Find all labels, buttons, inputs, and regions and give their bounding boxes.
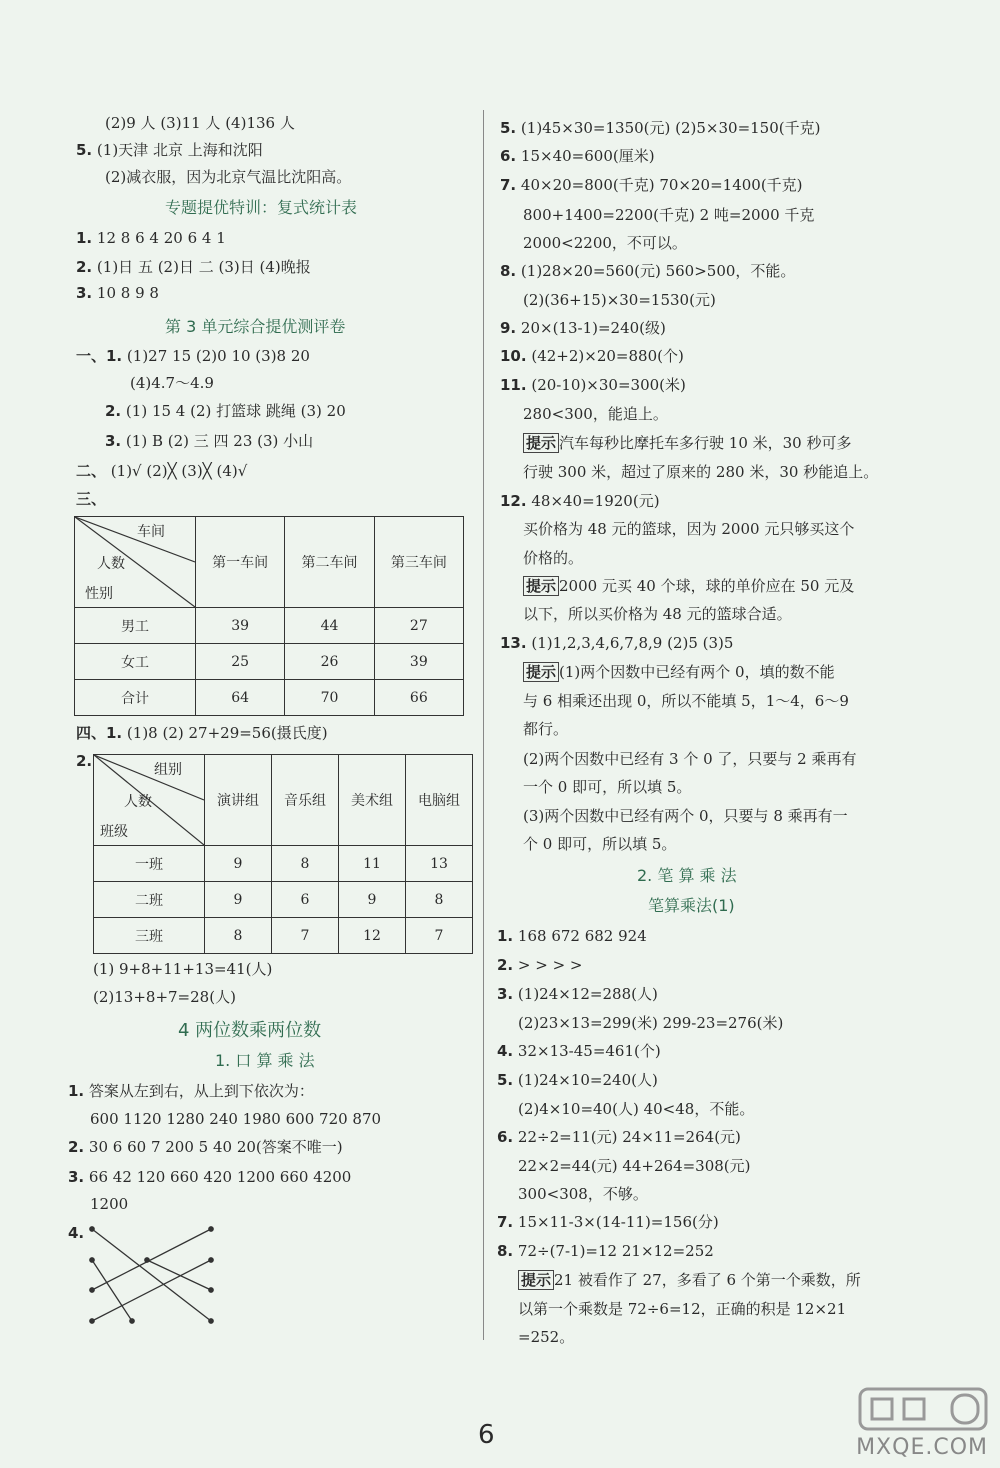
line [500,145,655,167]
line-text: (1)27 15 (2)0 10 (3)8 20 [126,347,310,365]
item-number: 5. [76,141,93,159]
item-number: 6. [497,1128,514,1146]
line: (2)23×13=299(米) 299-23=276(米) [518,1014,784,1032]
watermark [856,1385,988,1460]
item-number: 4. [497,1042,514,1060]
line [497,1211,719,1233]
line-text: 15×11-3×(14-11)=156(分) [517,1213,719,1231]
section-heading: 第 3 单元综合提优测评卷 [165,317,346,336]
line [76,488,106,510]
table-cell: 13 [406,846,473,882]
line: 行驶 300 米，超过了原来的 280 米，30 秒能追上。 [523,463,879,481]
line: 以下，所以买价格为 48 元的篮球合适。 [523,605,792,623]
item-number: 3. [68,1168,85,1186]
item-number: 13. [500,634,527,652]
line [497,1069,658,1091]
item-number: 1. [76,229,93,247]
line: =252。 [518,1328,575,1346]
line: 与 6 相乘还出现 0，所以不能填 5，1～4，6～9 [523,692,849,710]
line-text: 168 672 682 924 [517,927,647,945]
line-text: (42+2)×20=880(个) [531,347,684,365]
diag-label-bot: 性别 [85,586,113,602]
tip-label: 提示 [523,576,559,596]
line [76,227,226,249]
watermark-text: MXQE.COM [856,1435,988,1460]
table-cell: 9 [205,846,272,882]
line: (2)减衣服，因为北京气温比沈阳高。 [105,168,352,186]
line: (1) 9+8+11+13=41(人) [93,960,273,978]
diagonal-header-cell [94,755,205,846]
line [500,345,684,367]
tip-label: 提示 [523,662,559,682]
section-heading: 2. 笔 算 乘 法 [637,866,737,885]
diag-label-bot: 班级 [100,824,128,840]
line [500,174,803,196]
item-number: 3. [105,432,122,450]
line: 800+1400=2200(千克) 2 吨=2000 千克 [523,206,815,224]
line: 22×2=44(元) 44+264=308(元) [518,1157,751,1175]
line-text: (1) 15 4 (2) 打篮球 跳绳 (3) 20 [125,402,346,420]
diag-label-mid: 人数 [124,794,152,810]
table-cell: 7 [272,918,339,954]
line-text: 66 42 120 660 420 1200 660 4200 [88,1168,352,1186]
item-number: 2. [68,1138,85,1156]
line: 价格的。 [523,549,584,567]
item-number: 2. [497,956,514,974]
line: 280<300，能追上。 [523,405,668,423]
line-text: 40×20=800(千克) 70×20=1400(千克) [520,176,803,194]
line: (2)9 人 (3)11 人 (4)136 人 [105,114,295,132]
line [68,1080,314,1102]
line-text: (1)28×20=560(元) 560>500，不能。 [520,262,796,280]
table-cell: 8 [406,882,473,918]
line [500,632,733,654]
page-number: 6 [478,1420,495,1450]
line-text: 20×(13-1)=240(级) [520,319,666,337]
line [76,282,159,304]
line-text: 答案从左到右，从上到下依次为： [88,1082,314,1100]
line-text: 22÷2=11(元) 24×11=264(元) [517,1128,741,1146]
workshop-table [74,516,464,716]
column-header: 第一车间 [196,517,285,608]
column-header: 美术组 [339,755,406,846]
line [523,575,854,597]
diag-label-mid: 人数 [97,556,125,572]
line [523,661,835,683]
line-text: (1)两个因数中已经有两个 0，填的数不能 [559,663,835,681]
column-header: 电脑组 [406,755,473,846]
column-header: 音乐组 [272,755,339,846]
line-text: 30 6 60 7 200 5 40 20(答案不唯一) [88,1138,343,1156]
line [497,983,658,1005]
table-cell: 9 [339,882,406,918]
diagonal-header-cell [75,517,196,608]
table-cell: 27 [374,608,463,644]
line [76,460,247,482]
line: 都行。 [523,720,569,738]
table-cell: 9 [205,882,272,918]
table-cell: 6 [272,882,339,918]
table-cell: 8 [205,918,272,954]
line: (4)4.7～4.9 [130,374,214,392]
line-text: 2000 元买 40 个球，球的单价应在 50 元及 [559,577,855,595]
line: 600 1120 1280 240 1980 600 720 870 [90,1110,382,1128]
line: 个 0 即可，所以填 5。 [523,835,677,853]
row-header: 二班 [94,882,205,918]
line-text: (1)√ (2)╳ (3)╳ (4)√ [110,462,248,480]
line [497,925,647,947]
line [497,1126,741,1148]
line [497,1040,661,1062]
line-text: (1)1,2,3,4,6,7,8,9 (2)5 (3)5 [531,634,734,652]
item-number: 2. [76,752,93,770]
item-number: 3. [76,284,93,302]
line: (2)(36+15)×30=1530(元) [523,291,716,309]
line [500,374,686,396]
line: (2)13+8+7=28(人) [93,988,236,1006]
item-number: 8. [500,262,517,280]
table-cell: 39 [196,608,285,644]
item-number: 9. [500,319,517,337]
table-cell: 7 [406,918,473,954]
item-number: 12. [500,492,527,510]
table-cell: 39 [374,644,463,680]
table-row [94,918,473,954]
line [76,750,92,772]
line [500,260,795,282]
line [500,317,666,339]
line-text: 21 被看作了 27，多看了 6 个第一个乘数，所 [554,1271,861,1289]
item-number: 7. [497,1213,514,1231]
item-number: 11. [500,376,527,394]
line-text: 32×13-45=461(个) [517,1042,661,1060]
item-number: 1. [497,927,514,945]
line [518,1269,861,1291]
item-number: 6. [500,147,517,165]
line [76,139,263,161]
line [105,430,313,452]
line [500,490,660,512]
line: 以第一个乘数是 72÷6=12，正确的积是 12×21 [518,1300,847,1318]
line: (2)两个因数中已经有 3 个 0 了，只要与 2 乘再有 [523,750,857,768]
table-cell: 25 [196,644,285,680]
line: 一个 0 即可，所以填 5。 [523,778,692,796]
item-number: 一、1. [76,347,123,365]
column-header: 第二车间 [285,517,374,608]
row-header: 三班 [94,918,205,954]
line [497,954,583,976]
line-text: (1)45×30=1350(元) (2)5×30=150(千克) [520,119,821,137]
table-cell: 44 [285,608,374,644]
line-text: (1)8 (2) 27+29=56(摄氏度) [126,724,328,742]
table-row [94,846,473,882]
item-number: 8. [497,1242,514,1260]
line-text: 48×40=1920(元) [531,492,660,510]
section-heading: 1. 口 算 乘 法 [215,1051,315,1070]
watermark-logo [858,1385,988,1435]
line-text: (1) B (2) 三 四 23 (3) 小山 [125,432,314,450]
line-text: 10 8 9 8 [96,284,159,302]
line: 1200 [90,1195,129,1213]
item-number: 3. [497,985,514,1003]
item-number: 二、 [76,462,107,480]
chapter-heading: 4 两位数乘两位数 [178,1020,322,1041]
item-number: 10. [500,347,527,365]
line [500,117,820,139]
table-row [75,644,464,680]
table-cell: 70 [285,680,374,716]
item-number: 5. [500,119,517,137]
table-cell: 66 [374,680,463,716]
table-cell: 8 [272,846,339,882]
item-number: 7. [500,176,517,194]
line [76,345,310,367]
column-header: 演讲组 [205,755,272,846]
line-text: (1)日 五 (2)日 二 (3)日 (4)晚报 [96,258,311,276]
table-cell: 26 [285,644,374,680]
line [497,1240,714,1262]
line-text: 72÷(7-1)=12 21×12=252 [517,1242,714,1260]
line [76,722,328,744]
row-header: 一班 [94,846,205,882]
row-header: 男工 [75,608,196,644]
subsection-heading: 笔算乘法(1) [648,896,735,915]
line [68,1166,351,1188]
line: 买价格为 48 元的篮球，因为 2000 元只够买这个 [523,520,855,538]
line-text: 汽车每秒比摩托车多行驶 10 米，30 秒可多 [559,434,852,452]
column-divider [483,110,484,1340]
item-number: 三、 [76,490,107,508]
row-header: 合计 [75,680,196,716]
line-text: (1)24×10=240(人) [517,1071,658,1089]
line: 2000<2200，不可以。 [523,234,687,252]
diag-label-top: 组别 [154,762,182,778]
line-text: (1)天津 北京 上海和沈阳 [96,141,263,159]
line-text: > > > > [517,956,583,974]
table-cell: 11 [339,846,406,882]
diag-label-top: 车间 [137,524,165,540]
item-number: 5. [497,1071,514,1089]
line [523,432,852,454]
table-row [75,680,464,716]
item-number: 2. [76,258,93,276]
line [68,1222,84,1244]
item-number: 1. [68,1082,85,1100]
item-number: 四、1. [76,724,123,742]
line: (3)两个因数中已经有两个 0，只要与 8 乘再有一 [523,807,848,825]
matching-lines-figure [85,1222,225,1332]
line [68,1136,343,1158]
line-text: (1)24×12=288(人) [517,985,658,1003]
tip-label: 提示 [518,1270,554,1290]
section-heading: 专题提优特训：复式统计表 [165,198,358,217]
line: (2)4×10=40(人) 40<48，不能。 [518,1100,755,1118]
tip-label: 提示 [523,433,559,453]
table-cell: 12 [339,918,406,954]
line-text: (20-10)×30=300(米) [531,376,686,394]
line-text: 15×40=600(厘米) [520,147,655,165]
group-table [93,754,473,954]
table-row [75,608,464,644]
table-cell: 64 [196,680,285,716]
line [105,400,346,422]
column-header: 第三车间 [374,517,463,608]
line-text: 12 8 6 4 20 6 4 1 [96,229,226,247]
line [76,256,311,278]
item-number: 2. [105,402,122,420]
line: 300<308，不够。 [518,1185,648,1203]
row-header: 女工 [75,644,196,680]
table-row [94,882,473,918]
item-number: 4. [68,1224,85,1242]
